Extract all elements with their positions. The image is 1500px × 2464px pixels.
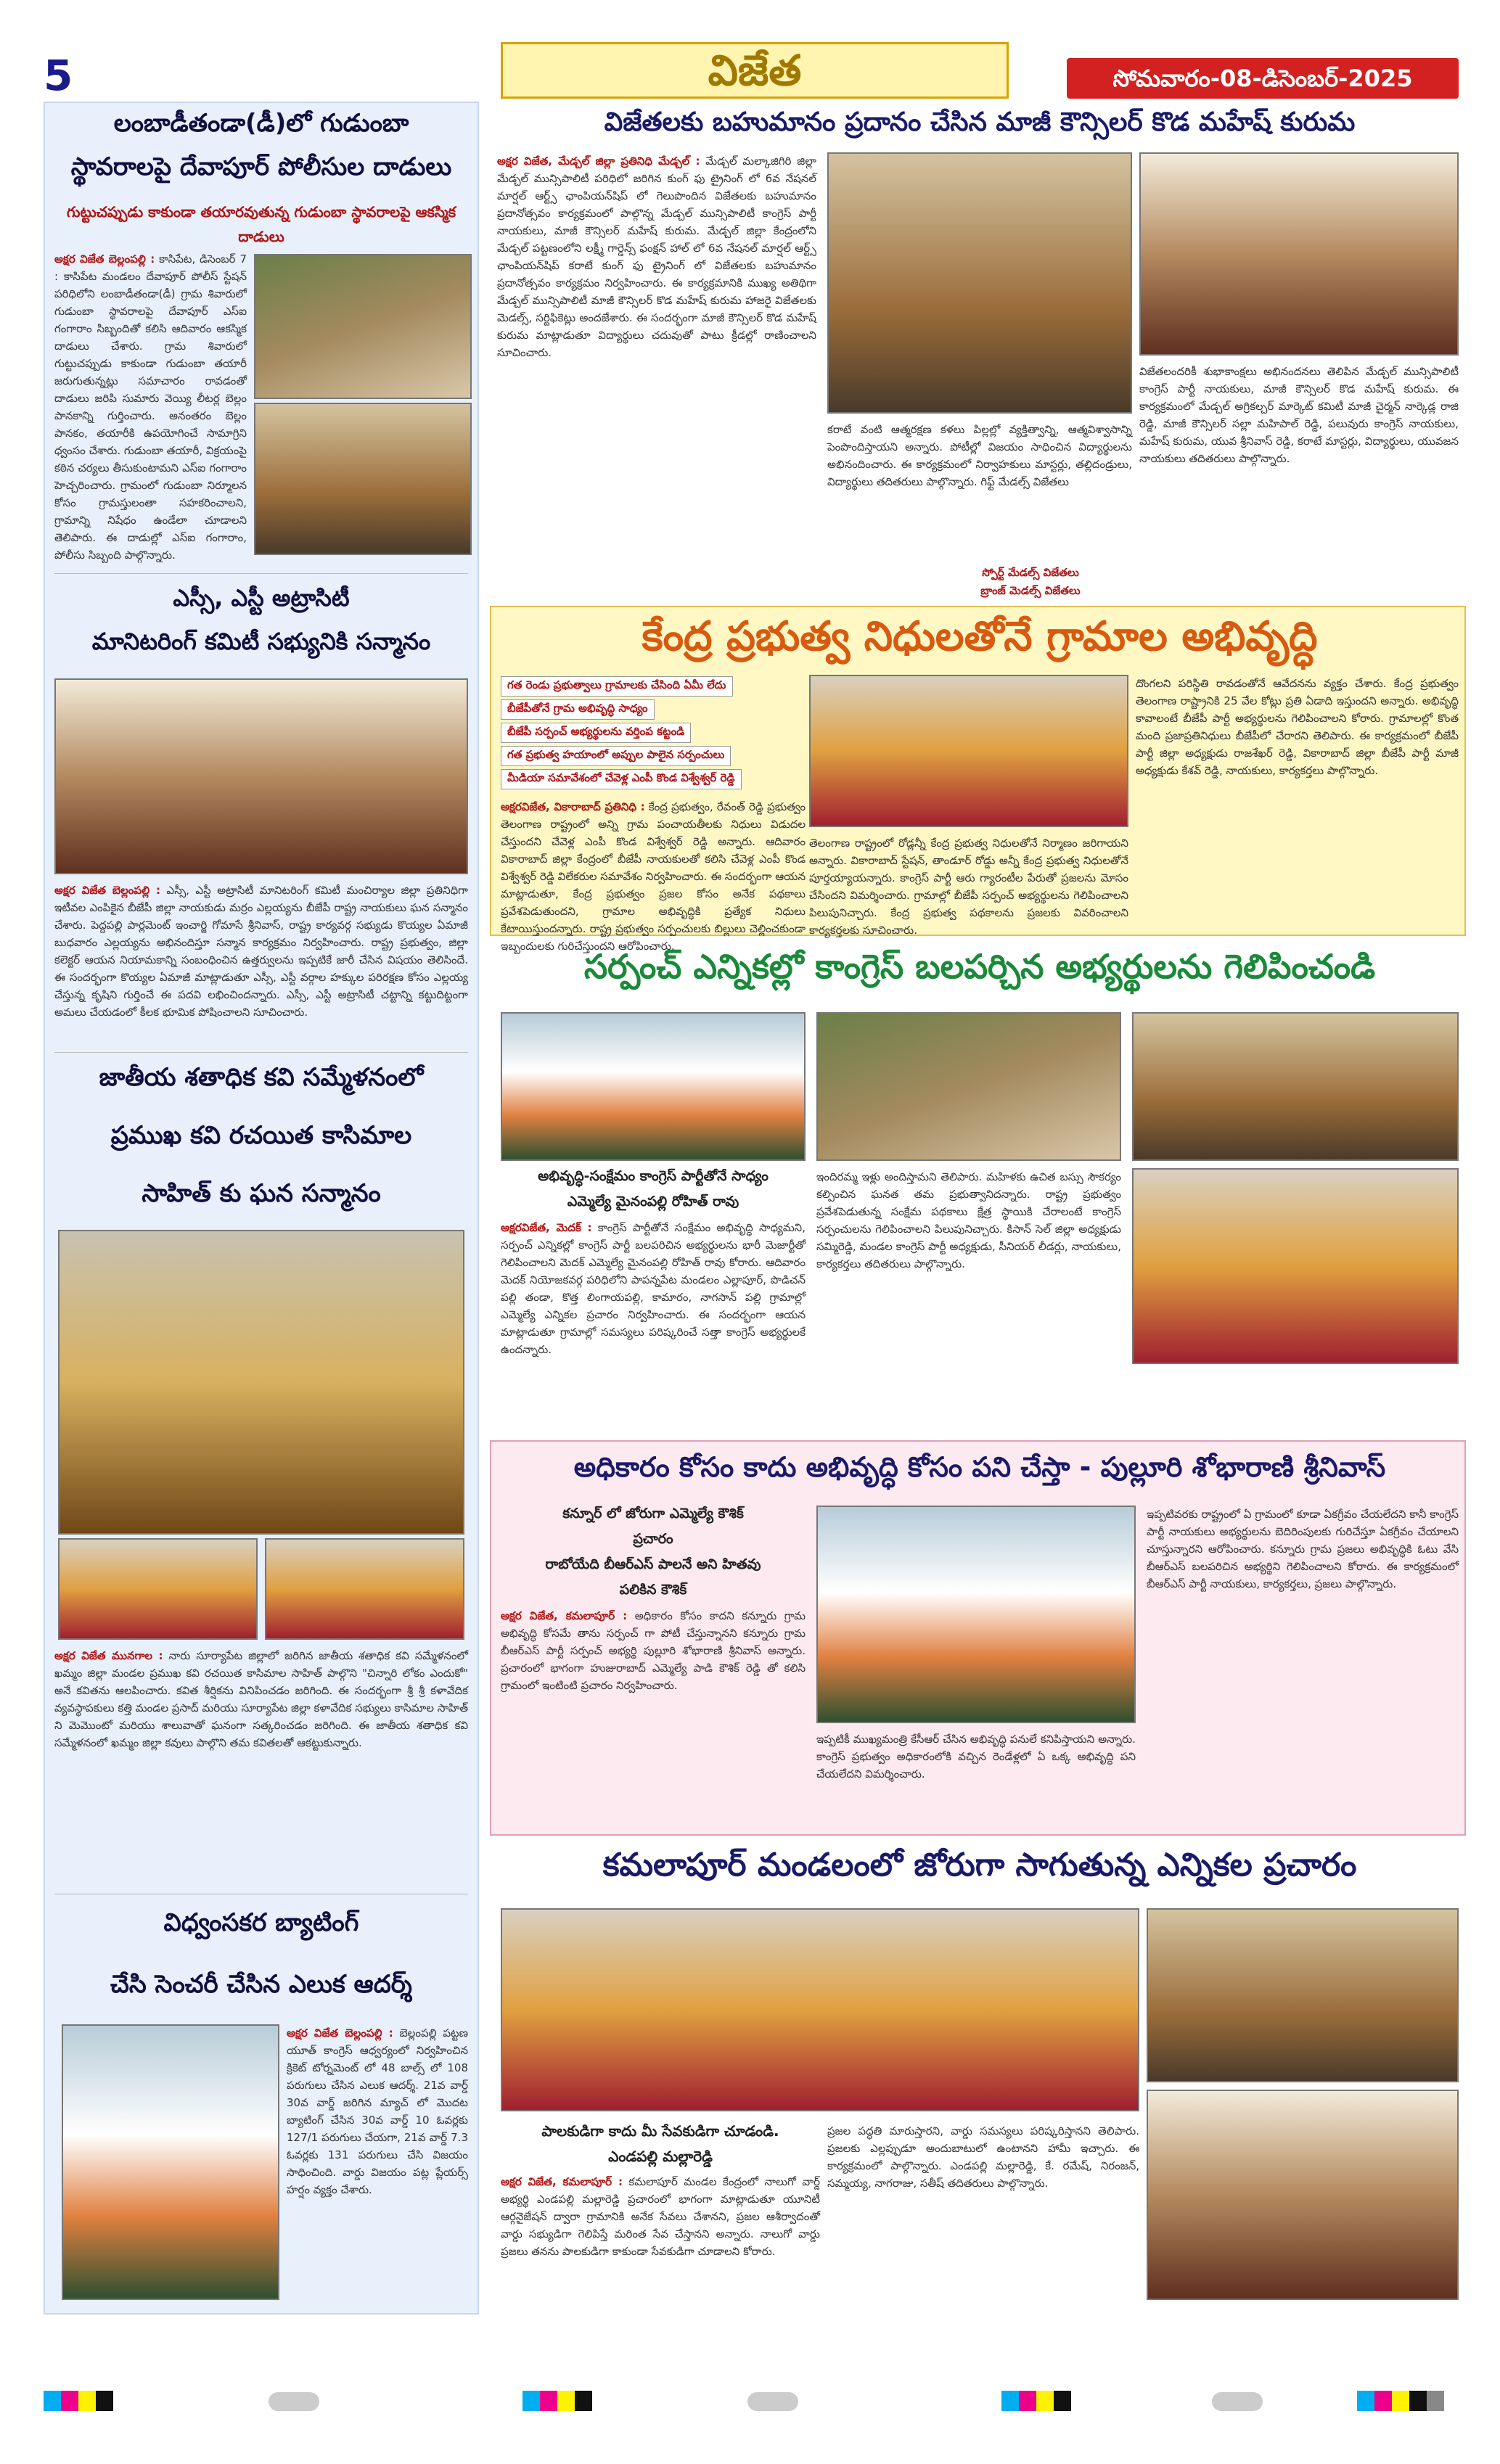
kamalapur-headline: కమలాపూర్ మండలంలో జోరుగా సాగుతున్న ఎన్నికల ప్రచారం (602, 1847, 1357, 1884)
centre-tag-5: మీడియా సమావేశంలో చేవెళ్ల ఎంపీ కొండ విశ్వేశ్వర్ రెడ్డి (501, 769, 742, 789)
masthead-logo: విజేత (501, 42, 1009, 99)
kamalapur-photo-2 (1147, 1908, 1459, 2082)
shobharani-body-3: ఇప్పటివరకు రాష్ట్రంలో ఏ గ్రామంలో కూడా ఏకగ్రీవం చేయలేదని కానీ కాంగ్రెస్ పార్టీ నాయకులు అభ్యర్థులను బెదిరింపులకు గురిచేస్తూ ఏకగ్రీవం చేయాలని చూస్తున్నారని ఆరోపించారు. కన్నూరు గ్రామ ప్రజలు అభివృద్ధికి ఓటు వేసి బీఆర్ఎస్ బలపరిచిన అభ్యర్థిని గెలిపించాలని కోరారు. ఈ కార్యక్రమంలో బీఆర్ఎస్ పార్టీ నాయకులు, కార్యకర్తలు, ప్రజలు పాల్గొన్నారు. (1147, 1508, 1459, 1590)
sarpanch-headline: సర్పంచ్ ఎన్నికల్లో కాంగ్రెస్ బలపర్చిన అభ్యర్థులను గెలిపించండి (583, 947, 1376, 986)
sarpanch-photo-2 (816, 1012, 1121, 1161)
page-number: 5 (44, 51, 73, 100)
shobharani-text-1: అధికారం కోసం కాదని కన్నూరు గ్రామ అభివృద్ధి కోసమే తాను సర్పంచ్ గా పోటీ చేస్తున్నానని కన్నూరు గ్రామ బీఆర్ఎస్ పార్టీ సర్పంచ్ అభ్యర్థి పుల్లూరి శోభారాణి శ్రీనివాస్ అన్నారు. ప్రచారంలో భాగంగా హుజురాబాద్ ఎమ్మెల్యే పాడి కౌశిక్ రెడ్డి తో కలిసి గ్రామంలో ఇంటింటి ప్రచారం నిర్వహించారు. (501, 1609, 806, 1692)
left-a2-photo (54, 678, 468, 874)
sarpanch-body-1 (501, 1219, 806, 1429)
centre-photo (809, 675, 1128, 827)
shobharani-headline: అధికారం కోసం కాదు అభివృద్ధి కోసం పని చేస్తా - పుల్లూరి శోభారాణి శ్రీనివాస్ (573, 1451, 1386, 1483)
left-a3-portrait-photo (58, 1230, 464, 1535)
left-a4-headline-1: విధ్వంసకర బ్యాటింగ్ (163, 1908, 359, 1937)
top-caption-2: బ్రాంజ్ మెడల్స్ విజేతలు (980, 584, 1081, 597)
centre-tag-3: బీజేపీ సర్పంచ్ అభ్యర్థులను వర్తింప కట్టండి (501, 723, 691, 743)
kamalapur-body-1 (501, 2173, 820, 2300)
top-photo-2 (1139, 152, 1459, 356)
left-a3-text: నారు సూర్యాపేట జిల్లాలో జరిగిన జాతీయ శతాధిక కవి సమ్మేళనంలో ఖమ్మం జిల్లా మండల ప్రముఖ కవి రచయిత కాసిమాల సాహిత్ పాల్గొని "చిన్నారి లోకం ఎందుకో" అనే కవితను ఆలపించారు. కవిత శీర్షికను వినిపించడం జరిగింది. ఈ సందర్భంగా శ్రీ శ్రీ కళావేదిక వ్యవస్థాపకులు కత్తి మండల ప్రసాద్ మరియు సూర్యాపేట జిల్లా కళావేదిక సభ్యులు కాసిమాల సాహిత్ ని మెమొంటో మరియు శాలువాతో ఘనంగా సత్కరించడం జరిగింది. ఈ జాతీయ శతాధిక కవి సమ్మేళనంలో ఖమ్మం జిల్లా కవులు పాల్గొని తమ కవితలతో ఆకట్టుకున్నారు. (54, 1649, 468, 1749)
left-a2-byline: అక్షర విజేత బెల్లంపల్లి : (54, 884, 161, 897)
centre-tag-1: గత రెండు ప్రభుత్వాలు గ్రామాలకు చేసింది ఏమీ లేదు (501, 676, 733, 697)
top-body-2: కరాటే వంటి ఆత్మరక్షణ కళలు పిల్లల్లో వ్యక్తిత్వాన్ని, ఆత్మవిశ్వాసాన్ని పెంపొందిస్తాయని అన్నారు. పోటీల్లో విజయం సాధించిన విద్యార్థులను అభినందించారు. ఈ కార్యక్రమంలో నిర్వాహకులు మాస్టర్లు, తల్లిదండ్రులు, విద్యార్థులు తదితరులు పాల్గొన్నారు. గిఫ్ట్ మేడల్స్ విజేతలు (827, 423, 1132, 488)
shobharani-body-1 (501, 1607, 806, 1825)
left-a1-body (54, 250, 247, 570)
kamalapur-byline: అక్షర విజేత, కమలాపూర్ : (501, 2175, 623, 2188)
centre-tags (501, 675, 806, 791)
print-color-bar (1357, 2391, 1444, 2411)
left-a3-headline-3: సాహిత్ కు ఘన సన్మానం (142, 1179, 381, 1208)
left-a4-byline: అక్షర విజేత బెల్లంపల్లి : (287, 2026, 393, 2040)
sarpanch-photo-3 (1132, 1012, 1459, 1161)
centre-body-3: దొంగలని పరిస్థితి రావడంతోనే ఆవేదనను వ్యక్తం చేశారు. కేంద్ర ప్రభుత్వం తెలంగాణ రాష్ట్రానికి 25 వేల కోట్లు ప్రతి ఏడాది ఇస్తుందని అన్నారు. అభివృద్ధి కావాలంటే బీజేపీ పార్టీ అభ్యర్థులను గెలిపించాలని కోరారు. గ్రామాలల్లో కొంత మంది ప్రజాప్రతినిధులు బీజేపీలో చేరారని తెలిపారు. ఈ కార్యక్రమంలో బీజేపీ పార్టీ జిల్లా అధ్యక్షుడు రాజశేఖర్ రెడ్డి, వికారాబాద్ జిల్లా బీజేపీ పార్టీ మాజీ అధ్యక్షుడు కేశవ్ రెడ్డి, నాయకులు, కార్యకర్తలు పాల్గొన్నారు. (1136, 677, 1459, 777)
centre-tag-2: బీజేపీతోనే గ్రామ అభివృద్ధి సాధ్యం (501, 699, 655, 720)
centre-tag-4: గత ప్రభుత్వ హయాంలో అప్పుల పాలైన సర్పంచులు (501, 746, 731, 766)
centre-text-1: కేంద్ర ప్రభుత్వం, రేవంత్ రెడ్డి ప్రభుత్వం తెలంగాణ రాష్ట్రంలో అన్ని గ్రామ పంచాయతీలకు నిధులు విడుదల చేస్తుందని చేవెళ్ల ఎంపీ కొండ విశ్వేశ్వర్ రెడ్డి అన్నారు. ఆదివారం వికారాబాద్ జిల్లా కేంద్రంలో బీజేపీ నాయకులతో కలిసి చేవెళ్ల ఎంపీ కొండ విశ్వేశ్వర్ రెడ్డి విలేకరుల సమావేశం నిర్వహించారు. ఈ సందర్భంగా ఆయన మాట్లాడుతూ, కేంద్ర ప్రభుత్వం ప్రజల కోసం అనేక పథకాలు ప్రవేశపెడుతుందని, గ్రామాల అభివృద్ధికి ప్రత్యేక నిధులు కేటాయిస్తుందన్నారు. రాష్ట్ర ప్రభుత్వం సర్పంచులకు బిల్లులు చెల్లించకుండా ఇబ్బందులకు గురిచేస్తుందని ఆరోపించారు. (501, 800, 806, 953)
left-a2-headline-1: ఎస్సీ, ఎస్టీ అట్రాసిటీ (173, 584, 350, 612)
left-a3-body (54, 1647, 468, 1915)
print-color-bar (1001, 2391, 1071, 2411)
sarpanch-photo-4 (1132, 1168, 1459, 1364)
top-headline: విజేతలకు బహుమానం ప్రదానం చేసిన మాజీ కౌన్సిలర్ కొడ మహేష్ కురుమ (604, 107, 1356, 137)
kamalapur-quote: పాలకుడిగా కాదు మీ సేవకుడిగా చూడండి. (541, 2122, 779, 2140)
shobharani-sub-3: రాబోయేది బీఆర్ఎస్ పాలనే అని హితవు (545, 1556, 761, 1572)
sarpanch-photo-1 (501, 1012, 806, 1161)
left-a4-body (287, 2024, 468, 2300)
left-a1-byline: అక్షర విజేత బెల్లంపల్లి : (54, 252, 155, 266)
sarpanch-body-2: ఇందిరమ్మ ఇళ్లు అందిస్తామని తెలిపారు. మహిళకు ఉచిత బస్సు సౌకర్యం కల్పించిన ఘనత తమ ప్రభుత్వానిదన్నారు. రాష్ట్ర ప్రభుత్వం ప్రవేశపెడుతున్న సంక్షేమ పథకాలు క్షేత్ర స్థాయికి చేరాలంటే కాంగ్రెస్ సర్పంచులను గెలిపించాలని పిలుపునిచ్చారు. కిసాన్ సెల్ జిల్లా అధ్యక్షుడు సమ్మిరెడ్డి, మండల కాంగ్రెస్ పార్టీ అధ్యక్షుడు, సీనియర్ లీడర్లు, నాయకులు, కార్యకర్తలు తదితరులు పాల్గొన్నారు. (816, 1170, 1121, 1270)
shobharani-photo (816, 1506, 1136, 1723)
kamalapur-quote-author: ఎండపల్లి మల్లారెడ్డి (608, 2148, 713, 2165)
left-a3-byline: అక్షర విజేత మునగాల : (54, 1649, 163, 1662)
print-color-bar (44, 2391, 113, 2411)
shobharani-sub-1: కన్నూర్ లో జోరుగా ఎమ్మెల్యే కౌశిక్ (562, 1506, 744, 1521)
top-photo-1 (827, 152, 1132, 414)
kamalapur-text-1: కమలాపూర్ మండల కేంద్రంలో నాలుగో వార్డ్ అభ్యర్థి ఎండపల్లి మల్లారెడ్డి ప్రచారంలో భాగంగా మాట్లాడుతూ యూనిటీ ఆర్గనైజేషన్ ద్వారా గ్రామానికి అనేక సేవలు చేశానని, ప్రజల ఆశీర్వాదంతో వార్డు సభ్యుడిగా గెలిపిస్తే మరింత సేవ చేస్తానని అన్నారు. నాలుగో వార్డు ప్రజలు తనను పాలకుడిగా కాకుండా సేవకుడిగా చూడాలని కోరారు. (501, 2175, 820, 2258)
registration-mark (1212, 2392, 1263, 2411)
left-a1-headline-2: స్థావరాలపై దేవాపూర్ పోలీసుల దాడులు (70, 152, 452, 181)
left-a4-cricket-photo (62, 2024, 279, 2300)
centre-byline: అక్షరవిజేత, వికారాబాద్ ప్రతినిధి : (501, 800, 645, 813)
left-a2-text: ఎస్సీ, ఎస్టీ అట్రాసిటీ మానిటరింగ్ కమిటీ మంచిర్యాల జిల్లా ప్రతినిధిగా ఇటీవల ఎంపికైన బీజేపీ జిల్లా నాయకుడు మర్రం ఎల్లయ్యను బీజేపీ రాష్ట్ర నాయకులు ఘన సన్మానం చేశారు. పెద్దపల్లి పార్లమెంట్ ఇంచార్జి గోమాసే శ్రీనివాస్, రాష్ట్ర కార్యవర్గ సభ్యుడు కొయ్యల ఏమాజీ బుధవారం ఎల్లయ్యను అభినందిస్తూ సన్మాన కార్యక్రమం నిర్వహించారు. రాష్ట్ర ప్రభుత్వం, జిల్లా కలెక్టర్ ఆయన నియామకాన్ని సంబంధించిన ఉత్తర్వులను ఇప్పటికే జారీ చేసిన విషయం తెలిసిందే. ఈ సందర్భంగా కొయ్యల ఏమాజీ మాట్లాడుతూ ఎస్సీ, ఎస్టీ వర్గాల హక్కుల పరిరక్షణ కోసం ఎల్లయ్య చేస్తున్న కృషిని గుర్తించే ఈ పదవి లభించిందన్నారు. ఎస్సీ, ఎస్టీ అట్రాసిటీ చట్టాన్ని కట్టుదిట్టంగా అమలు చేయడంలో కీలక భూమిక పోషించాలని సూచించారు. (54, 884, 468, 1019)
left-a3-event-photo-1 (58, 1538, 258, 1640)
left-a3-headline-1: జాతీయ శతాధిక కవి సమ్మేళనంలో (99, 1063, 424, 1092)
left-a2-body (54, 882, 468, 1048)
kamalapur-photo-3 (1147, 2090, 1459, 2300)
sarpanch-byline: అక్షరవిజేత, మెదక్ : (501, 1221, 592, 1234)
sarpanch-sub-1: అభివృద్ధి-సంక్షేమం కాంగ్రెస్ పార్టీతోనే సాధ్యం (538, 1168, 769, 1184)
sarpanch-sub-2: ఎమ్మెల్యే మైనంపల్లి రోహిత్ రావు (567, 1194, 739, 1210)
centre-body-1 (501, 798, 806, 953)
kamalapur-body-2: ప్రజల పద్ధతి మారుస్తారని, వార్డు సమస్యలు పరిష్కరిస్తానని తెలిపారు. ప్రజలకు ఎల్లప్పుడూ అందుబాటులో ఉంటానని హామీ ఇచ్చారు. ఈ కార్యక్రమంలో పాల్గొన్నారు. ఎండపల్లి మల్లారెడ్డి, కే. రమేష్, నిరంజన్, సమ్మయ్య, నాగరాజు, సతీష్ తదితరులు పాల్గొన్నారు. (827, 2124, 1139, 2190)
registration-mark (269, 2392, 319, 2411)
left-a1-photo-2 (254, 403, 472, 555)
left-a3-headline-2: ప్రముఖ కవి రచయిత కాసిమాల (110, 1121, 412, 1150)
shobharani-sub-4: పలికిన కౌశిక్ (619, 1582, 687, 1598)
shobharani-byline: అక్షర విజేత, కమలాపూర్ : (501, 1609, 628, 1622)
left-a4-text: బెల్లంపల్లి పట్టణ యూత్ కాంగ్రెస్ ఆధ్వర్యంలో నిర్వహించిన క్రికెట్ టోర్నమెంట్ లో 48 బాల్స్ లో 108 పరుగులు చేసిన ఎలుక ఆదర్శ్. 21వ వార్డ్ 30వ వార్డ్ జరిగిన మ్యాచ్ లో మొదట బ్యాటింగ్ చేసిన 30వ వార్డ్ 10 ఓవర్లకు 127/1 పరుగులు చేయగా, 21వ వార్డ్ 7.3 ఓవర్లకు 131 పరుగులు చేసి విజయం సాధించింది. వార్డు విజయం పట్ల ప్లేయర్స్ హర్షం వ్యక్తం చేశారు. (287, 2026, 468, 2196)
left-a3-event-photo-2 (265, 1538, 464, 1640)
left-a1-headline-1: లంబాడీతండా(డీ)లో గుడుంబా (113, 109, 409, 138)
left-a1-text: కాసిపేట, డిసెంబర్ 7 : కాసిపేట మండలం దేవాపూర్ పోలీస్ స్టేషన్ పరిధిలోని లంబాడీతండా(డీ) గ్రామ శివారులో గుడుంబా స్థావరాలపై దేవాపూర్ ఎస్ఐ గంగారాం సిబ్బందితో కలిసి ఆదివారం ఆకస్మిక దాడులు చేశారు. గ్రామ శివారులో గుట్టుచప్పుడు కాకుండా గుడుంబా తయారీ జరుగుతున్నట్లు సమాచారం రావడంతో దాడులు జరిపి సుమారు వెయ్యి లీటర్ల బెల్లం పానకాన్ని గుర్తించారు. అనంతరం బెల్లం పానకం, తయారీకి ఉపయోగించే సామాగ్రిని ధ్వంసం చేశారు. గుడుంబా తయారీ, విక్రయంపై కఠిన చర్యలు తీసుకుంటామని ఎస్ఐ గంగారాం హెచ్చరించారు. గ్రామంలో గుడుంబా నిర్మూలన కోసం గ్రామస్తులంతా సహకరించాలని, గ్రామాన్ని నిషేధం ఉండేలా చూడాలని తెలిపారు. ఈ దాడుల్లో ఎస్ఐ గంగారాం, పోలీసు సిబ్బంది పాల్గొన్నారు. (54, 252, 247, 562)
shobharani-body-2: ఇప్పటికీ ముఖ్యమంత్రి కేసీఆర్ చేసిన అభివృద్ధి పనులే కనిపిస్తాయని అన్నారు. కాంగ్రెస్ ప్రభుత్వం అధికారంలోకి వచ్చిన రెండేళ్లలో ఏ ఒక్క అభివృద్ధి పని చేయలేదని విమర్శించారు. (816, 1733, 1136, 1781)
left-a2-headline-2: మానిటరింగ్ కమిటీ సభ్యునికి సన్మానం (91, 628, 431, 655)
top-body-1 (497, 152, 816, 421)
top-text-1: మేడ్చల్ మల్కాజిగిరి జిల్లా మేడ్చల్ మున్సిపాలిటీ పరిధిలో జరిగిన కుంగ్ ఫు ట్రైనింగ్ లో 6వ నేషనల్ మార్షల్ ఆర్ట్స్ ఛాంపియన్‌షిప్ లో గెలుపొందిన విజేతలకు బహుమానం ప్రదానోత్సవం కార్యక్రమంలో పాల్గొన్న మేడ్చల్ మున్సిపాలిటీ కాంగ్రెస్ పార్టీ నాయకులు, మాజీ కౌన్సిలర్ మహేష్ కురుమ. మేడ్చల్ జిల్లా కేంద్రంలోని మేడ్చల్ పట్టణంలోని లక్ష్మీ గార్డెన్స్ ఫంక్షన్ హాల్ లో 6వ నేషనల్ మార్షల్ ఆర్ట్స్ ఛాంపియన్‌షిప్ కరాటే కుంగ్ ఫు ట్రైనింగ్ లో విజేతలకు బహుమానం ప్రదానోత్సవం కార్యక్రమం నిర్వహించారు. ఈ కార్యక్రమానికి ముఖ్య అతిథిగా మేడ్చల్ మున్సిపాలిటీ మాజీ కౌన్సిలర్ కొడ మహేష్ కురుమ హాజరై విజేతలకు మెడల్స్, సర్టిఫికెట్లు అందజేశారు. ఈ సందర్భంగా మాజీ కౌన్సిలర్ కొడ మహేష్ కురుమ మాట్లాడుతూ విద్యార్థులు చదువుతో పాటు క్రీడల్లో రాణించాలని సూచించారు. (497, 155, 816, 359)
print-color-bar (522, 2391, 592, 2411)
top-body-3: విజేతలందరికీ శుభాకాంక్షలు అభినందనలు తెలిపిన మేడ్చల్ మున్సిపాలిటీ కాంగ్రెస్ పార్టీ నాయకులు, మాజీ కౌన్సిలర్ కొడ మహేష్ కురుమ. ఈ కార్యక్రమంలో మేడ్చల్ అగ్రికల్చర్ మార్కెట్ కమిటీ మాజీ చైర్మన్ నార్కెడ్ల రాజి రెడ్డి, మాజీ కౌన్సిలర్ సల్లా మహిపాల్ రెడ్డి, పలువురు కాంగ్రెస్ నాయకులు, మహేష్ కురుమ, యువ శ్రీనివాస్ రెడ్డి, కరాటే మాస్టర్లు, విద్యార్థులు, యువజన నాయకులు తదితరులు పాల్గొన్నారు. (1139, 365, 1459, 465)
top-caption-1: స్పోర్ట్ మేడల్స్ విజేతలు (982, 566, 1079, 579)
top-byline: అక్షర విజేత, మేడ్చల్ జిల్లా ప్రతినిధి మేడ్చల్ : (497, 155, 700, 168)
sarpanch-text-1: కాంగ్రెస్ పార్టీతోనే సంక్షేమం అభివృద్ధి సాధ్యమని, సర్పంచ్ ఎన్నికల్లో కాంగ్రెస్ పార్టీ బలపరిచిన అభ్యర్థులను భారీ మెజార్టీతో గెలిపించాలని మెదక్ ఎమ్మెల్యే మైనంపల్లి రోహిత్ రావు కోరారు. ఆదివారం మెదక్ నియోజకవర్గ పరిధిలోని పాపన్నపేట మండలం ఎల్లాపూర్, పొడిచన్ పల్లి తండా, కొత్త లింగాయపల్లి, కామారం, నాగసాన్ పల్లి గ్రామాల్లో ఎమ్మెల్యే ఎన్నికల ప్రచారం నిర్వహించారు. ఈ సందర్భంగా ఆయన మాట్లాడుతూ గ్రామాల్లో సమస్యలు పరిష్కరించే సత్తా కాంగ్రెస్ అభ్యర్థులకే ఉందన్నారు. (501, 1221, 806, 1356)
left-a1-photo-1 (254, 254, 472, 399)
divider (54, 1052, 468, 1053)
registration-mark (747, 2392, 798, 2411)
left-a1-sub: గుట్టుచప్పుడు కాకుండా తయారవుతున్న గుడుంబా స్థావరాలపై ఆకస్మిక దాడులు (66, 203, 456, 245)
issue-date: సోమవారం-08-డిసెంబర్-2025 (1067, 58, 1459, 99)
kamalapur-photo-1 (501, 1908, 1139, 2111)
centre-body-2: తెలంగాణ రాష్ట్రంలో రోడ్లన్నీ కేంద్ర ప్రభుత్వ నిధులతోనే నిర్మాణం జరిగాయని అన్నారు. వికారాబాద్ స్టేషన్, తాండూర్ రోడ్డు అన్నీ కేంద్ర ప్రభుత్వ నిధులతోనే పూర్తయ్యాయన్నారు. కాంగ్రెస్ పార్టీ ఆరు గ్యారంటీల పేరుతో ప్రజలను మోసం చేసిందని విమర్శించారు. గ్రామాల్లో బీజేపీ సర్పంచ్ అభ్యర్థులను గెలిపించాలని పిలుపునిచ్చారు. కేంద్ర ప్రభుత్వ పథకాలను ప్రజలకు వివరించాలని కార్యకర్తలకు సూచించారు. (809, 837, 1128, 937)
shobharani-sub-2: ప్రచారం (633, 1531, 673, 1547)
divider (54, 573, 468, 574)
left-a4-headline-2: చేసి సెంచరీ చేసిన ఎలుక ఆదర్శ్ (110, 1970, 412, 1999)
centre-headline: కేంద్ర ప్రభుత్వ నిధులతోనే గ్రామాల అభివృద్ధి (642, 613, 1318, 660)
